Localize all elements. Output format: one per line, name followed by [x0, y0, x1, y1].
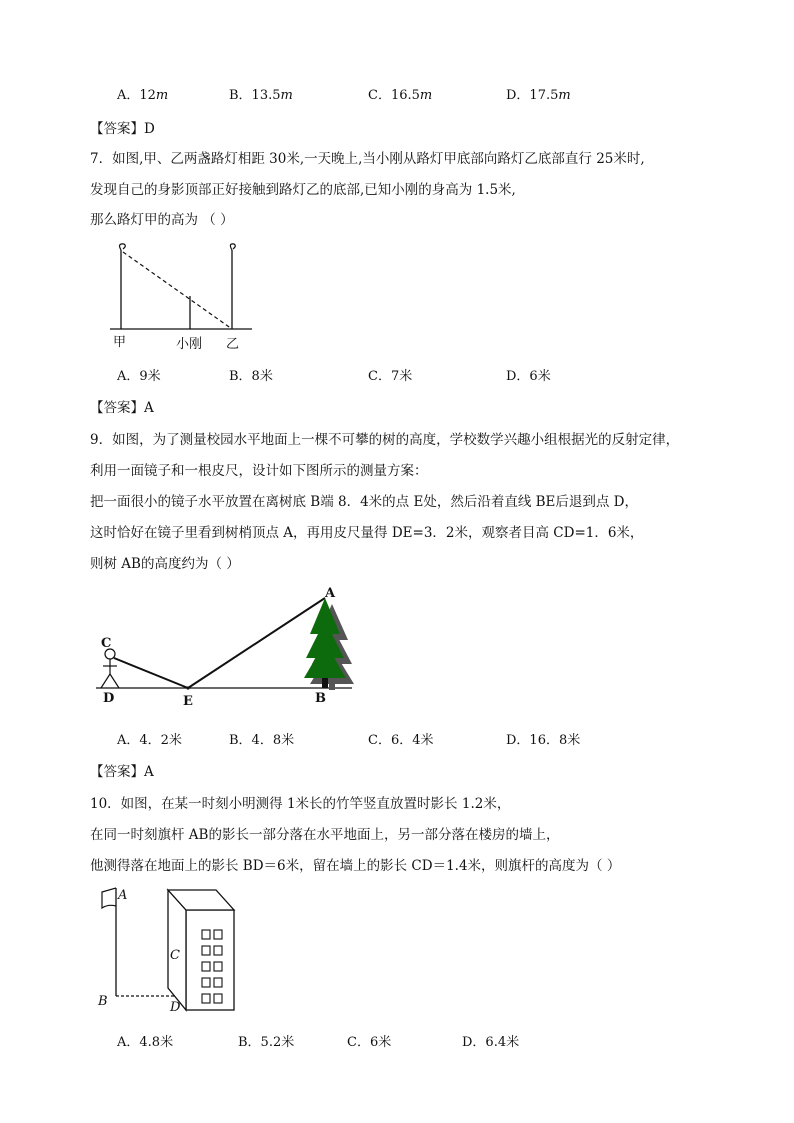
q6-option-d: D．17.5𝑚 — [506, 88, 571, 103]
q9-label-e: E — [183, 694, 193, 709]
q9-observer-leg-right — [110, 674, 119, 688]
q9-observer-leg-left — [101, 674, 110, 688]
q9-text-line-2: 利用一面镜子和一根皮尺，设计如下图所示的测量方案： — [90, 463, 428, 479]
q9-text-line-3: 把一面很小的镜子水平放置在离树底 B端 8．4米的点 E处，然后沿着直线 BE后退到点 D， — [90, 494, 639, 510]
q7-label-xiaogang: 小刚 — [176, 337, 203, 352]
q10-text-line-3: 他测得落在地面上的影长 BD＝6米，留在墙上的影长 CD＝1.4米，则旗杆的高度为（ ） — [90, 858, 621, 874]
q7-text-line-3: 那么路灯甲的高为 （ ） — [90, 212, 234, 228]
q10-option-d: D．6.4米 — [462, 1035, 520, 1050]
q10-flag — [102, 888, 116, 908]
q9-option-b: B．4．8米 — [229, 733, 295, 748]
q10-option-a: A．4.8米 — [117, 1035, 174, 1050]
q9-label-d: D — [103, 691, 115, 706]
q10-label-a: A — [118, 888, 128, 903]
q10-text-line-2: 在同一时刻旗杆 AB的影长一部分落在水平地面上，另一部分落在楼房的墙上， — [90, 827, 560, 843]
q10-text-line-1: 10．如图，在某一时刻小明测得 1米长的竹竿竖直放置时影长 1.2米， — [90, 796, 511, 812]
q10-label-b: B — [98, 994, 108, 1009]
q9-point-e — [186, 686, 189, 689]
q7-lamp-yi-head — [230, 244, 235, 250]
q7-text-line-2: 发现自己的身影顶部正好接触到路灯乙的底部,已知小刚的身高为 1.5米, — [90, 182, 516, 198]
q7-option-c: C．7米 — [368, 369, 413, 384]
q7-option-b: B．8米 — [229, 369, 273, 384]
q6-answer: 【答案】D — [90, 121, 155, 137]
q7-label-yi: 乙 — [226, 337, 240, 352]
q9-label-a: A — [325, 586, 336, 601]
q10-option-c: C．6米 — [347, 1035, 392, 1050]
q9-answer: 【答案】A — [90, 764, 154, 780]
q7-light-ray — [123, 252, 232, 329]
q9-label-c: C — [101, 636, 112, 651]
q10-flagpole-building-figure — [88, 884, 248, 1014]
q9-label-b: B — [315, 691, 326, 706]
q6-option-a: A．12𝑚 — [117, 88, 169, 103]
q9-mirror-figure — [90, 588, 360, 703]
q7-lamp-jia-head — [120, 244, 126, 250]
q9-ray-ea — [188, 598, 325, 688]
q9-text-line-1: 9．如图，为了测量校园水平地面上一棵不可攀的树的高度，学校数学兴趣小组根据光的反射定律， — [90, 432, 680, 448]
q6-option-b: B．13.5𝑚 — [229, 88, 293, 103]
q9-option-a: A．4．2米 — [117, 733, 182, 748]
q7-label-jia: 甲 — [113, 335, 127, 350]
q9-option-c: C．6．4米 — [368, 733, 434, 748]
q10-label-d: D — [170, 1000, 181, 1015]
q9-option-d: D．16．8米 — [506, 733, 581, 748]
q9-ray-ce — [114, 658, 188, 688]
q6-option-c: C．16.5𝑚 — [368, 88, 433, 103]
q7-text-line-1: 7．如图,甲、乙两盏路灯相距 30米,一天晚上,当小刚从路灯甲底部向路灯乙底部直行 25米时, — [90, 151, 645, 167]
q10-option-b: B．5.2米 — [238, 1035, 295, 1050]
q7-answer: 【答案】A — [90, 400, 154, 416]
q9-text-line-5: 则树 AB的高度约为（ ） — [90, 556, 240, 572]
q7-option-d: D．6米 — [506, 369, 551, 384]
q10-label-c: C — [170, 948, 180, 963]
q7-option-a: A．9米 — [117, 369, 161, 384]
q9-text-line-4: 这时恰好在镜子里看到树梢顶点 A，再用皮尺量得 DE=3．2米，观察者目高 CD=1．6米， — [90, 525, 644, 541]
